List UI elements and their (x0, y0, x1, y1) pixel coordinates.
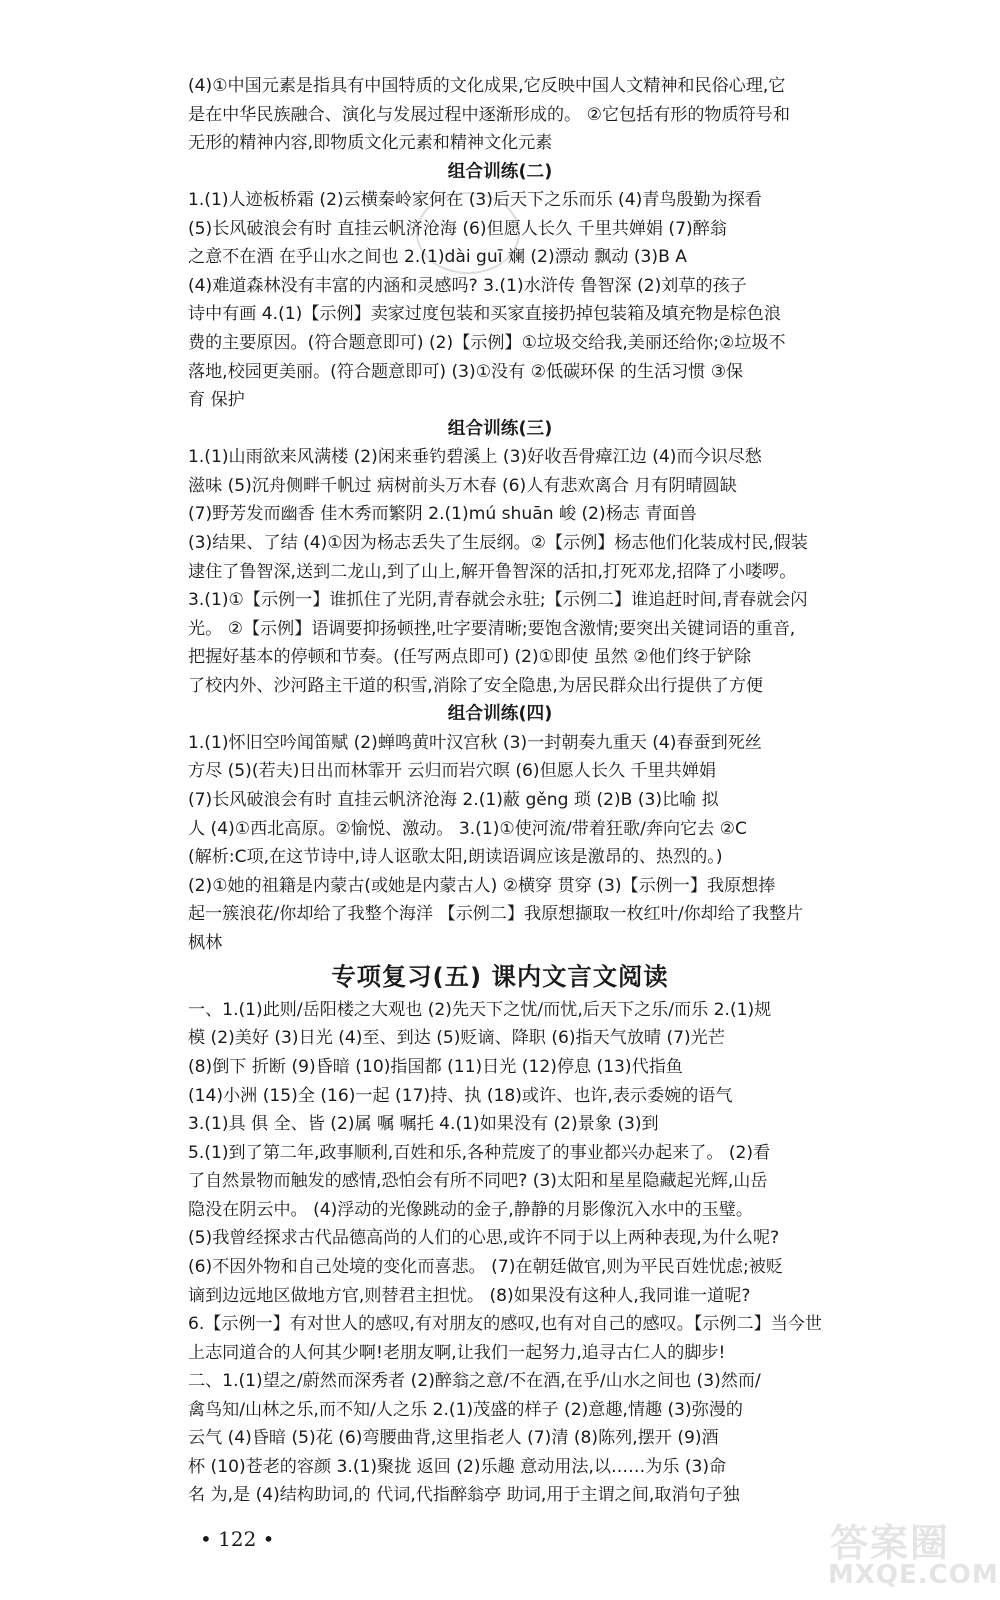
text-line: 育 保护 (188, 390, 245, 410)
text-line: 二、1.(1)望之/蔚然而深秀者 (2)醉翁之意/不在酒,在乎/山水之间也 (3)然而/ (188, 1371, 761, 1391)
text-line: 3.(1)①【示例一】谁抓住了光阴,青春就会永驻;【示例二】谁追赶时间,青春就会闪 (188, 590, 808, 610)
text-line: (3)结果、了结 (4)①因为杨志丢失了生辰纲。②【示例】杨志他们化装成村民,假装 (188, 533, 808, 553)
text-line: 费的主要原因。(符合题意即可) (2)【示例】①垃圾交给我,美丽还给你;②垃圾不 (188, 333, 786, 353)
text-line: (7)长风破浪会有时 直挂云帆济沧海 2.(1)蔽 gěng 琐 (2)B (3)比喻 拟 (188, 790, 719, 810)
text-line: 光。 ②【示例】语调要抑扬顿挫,吐字要清晰;要饱含激情;要突出关键词语的重音, (188, 619, 796, 639)
text-line: 起一簇浪花/你却给了我整个海洋 【示例二】我原想撷取一枚红叶/你却给了我整片 (188, 904, 804, 924)
text-line: 6.【示例一】有对世人的感叹,有对朋友的感叹,也有对自己的感叹。【示例二】当今世 (188, 1314, 822, 1334)
section-title: 专项复习(五) 课内文言文阅读 (331, 962, 669, 991)
text-line: 之意不在酒 在乎山水之间也 2.(1)dài guī 斓 (2)漂动 飘动 (3)B A (188, 247, 687, 267)
text-line: 了校内外、沙河路主干道的积雪,消除了安全隐患,为居民群众出行提供了方便 (188, 676, 763, 696)
section-heading-combo-3: 组合训练(三) (447, 419, 553, 439)
text-line: 名 为,是 (4)结构助词,的 代词,代指醉翁亭 助词,用于主谓之间,取消句子独 (188, 1485, 740, 1505)
text-line: 无形的精神内容,即物质文化元素和精神文化元素 (188, 133, 553, 153)
text-line: 隐没在阴云中。 (4)浮动的光像跳动的金子,静静的月影像沉入水中的玉璧。 (188, 1200, 753, 1220)
text-line: 滋味 (5)沉舟侧畔千帆过 病树前头万木春 (6)人有悲欢离合 月有阴晴圆缺 (188, 476, 737, 496)
text-line: 禽鸟知/山林之乐,而不知/人之乐 2.(1)茂盛的样子 (2)意趣,情趣 (3)弥漫的 (188, 1400, 743, 1420)
text-line: 枫林 (188, 933, 223, 953)
text-line: 逮住了鲁智深,送到二龙山,到了山上,解开鲁智深的活扣,打死邓龙,招降了小喽啰。 (188, 562, 797, 582)
text-line: 5.(1)到了第二年,政事顺利,百姓和乐,各种荒废了的事业都兴办起来了。 (2)看 (188, 1143, 771, 1163)
watermark-logo (812, 1510, 999, 1592)
text-line: (5)长风破浪会有时 直挂云帆济沧海 (6)但愿人长久 千里共婵娟 (7)醉翁 (188, 219, 727, 239)
section-heading-combo-4: 组合训练(四) (447, 704, 553, 724)
text-line: 云气 (4)昏暗 (5)花 (6)弯腰曲背,这里指老人 (7)清 (8)陈列,摆开 (9)酒 (188, 1428, 719, 1448)
text-line: (8)倒下 折断 (9)昏暗 (10)指国都 (11)日光 (12)停息 (13)代指鱼 (188, 1057, 683, 1077)
text-line: 一、1.(1)此则/岳阳楼之大观也 (2)先天下之忧/而忧,后天下之乐/而乐 2.(1)规 (188, 1000, 772, 1020)
text-line: (14)小洲 (15)全 (16)一起 (17)持、执 (18)或许、也许,表示委婉的语气 (188, 1086, 733, 1106)
watermark-top-text: 答案圈 (830, 1521, 951, 1565)
text-line: (4)难道森林没有丰富的内涵和灵感吗? 3.(1)水浒传 鲁智深 (2)刘草的孩子 (188, 276, 747, 296)
text-line: (2)①她的祖籍是内蒙古(或她是内蒙古人) ②横穿 贯穿 (3)【示例一】我原想捧 (188, 876, 776, 896)
text-line: (5)我曾经探求古代品德高尚的人们的心思,或许不同于以上两种表现,为什么呢? (188, 1228, 780, 1248)
text-line: (7)野芳发而幽香 佳木秀而繁阴 2.(1)mú shuān 峻 (2)杨志 青面兽 (188, 504, 697, 524)
text-line: 人 (4)①西北高原。②愉悦、激动。 3.(1)①使河流/带着狂歌/奔向它去 ②C (188, 819, 747, 839)
text-line: 3.(1)具 俱 全、皆 (2)属 嘱 嘱托 4.(1)如果没有 (2)景象 (3)到 (188, 1114, 659, 1134)
text-line: 落地,校园更美丽。(符合题意即可) (3)①没有 ②低碳环保 的生活习惯 ③保 (188, 362, 744, 382)
text-line: 杯 (10)苍老的容颜 3.(1)聚拢 返回 (2)乐趣 意动用法,以……为乐 (3)命 (188, 1457, 727, 1477)
text-line: (6)不因外物和自己处境的变化而喜悲。 (7)在朝廷做官,则为平民百姓忧虑;被贬 (188, 1257, 783, 1277)
section-heading-combo-2: 组合训练(二) (447, 162, 553, 182)
text-line: 模 (2)美好 (3)日光 (4)至、到达 (5)贬谪、降职 (6)指天气放晴 (7)光芒 (188, 1028, 725, 1048)
text-line: 把握好基本的停顿和节奏。(任写两点即可) (2)①即使 虽然 ②他们终于铲除 (188, 647, 752, 667)
text-line: 了自然景物而触发的感情,恐怕会有所不同吧? (3)太阳和星星隐藏起光辉,山岳 (188, 1171, 768, 1191)
text-line: 1.(1)怀旧空吟闻笛赋 (2)蝉鸣黄叶汉宫秋 (3)一封朝奏九重天 (4)春蚕到死丝 (188, 733, 762, 753)
text-line: 诗中有画 4.(1)【示例】卖家过度包装和买家直接扔掉包装箱及填充物是棕色浪 (188, 304, 781, 324)
watermark-bottom-text: MXQE.COM (828, 1560, 999, 1590)
page-number: • 122 • (200, 1527, 275, 1551)
text-line: 是在中华民族融合、演化与发展过程中逐渐形成的。 ②它包括有形的物质符号和 (188, 105, 790, 125)
text-line: 1.(1)山雨欲来风满楼 (2)闲来垂钓碧溪上 (3)好收吾骨瘴江边 (4)而今识尽愁 (188, 447, 762, 467)
text-line: 上志同道合的人何其少啊!老朋友啊,让我们一起努力,追寻古仁人的脚步! (188, 1343, 726, 1363)
text-line: 方尽 (5)(若夫)日出而林霏开 云归而岩穴暝 (6)但愿人长久 千里共婵娟 (188, 761, 716, 781)
text-line: 谪到边远地区做地方官,则替君主担忧。 (8)如果没有这种人,我同谁一道呢? (188, 1286, 751, 1306)
text-line: 1.(1)人迹板桥霜 (2)云横秦岭家何在 (3)后天下之乐而乐 (4)青鸟殷勤为探看 (188, 190, 762, 210)
text-line: (解析:C项,在这节诗中,诗人讴歌太阳,朗读语调应该是激昂的、热烈的。) (188, 847, 723, 867)
text-line: (4)①中国元素是指具有中国特质的文化成果,它反映中国人文精神和民俗心理,它 (188, 76, 786, 96)
